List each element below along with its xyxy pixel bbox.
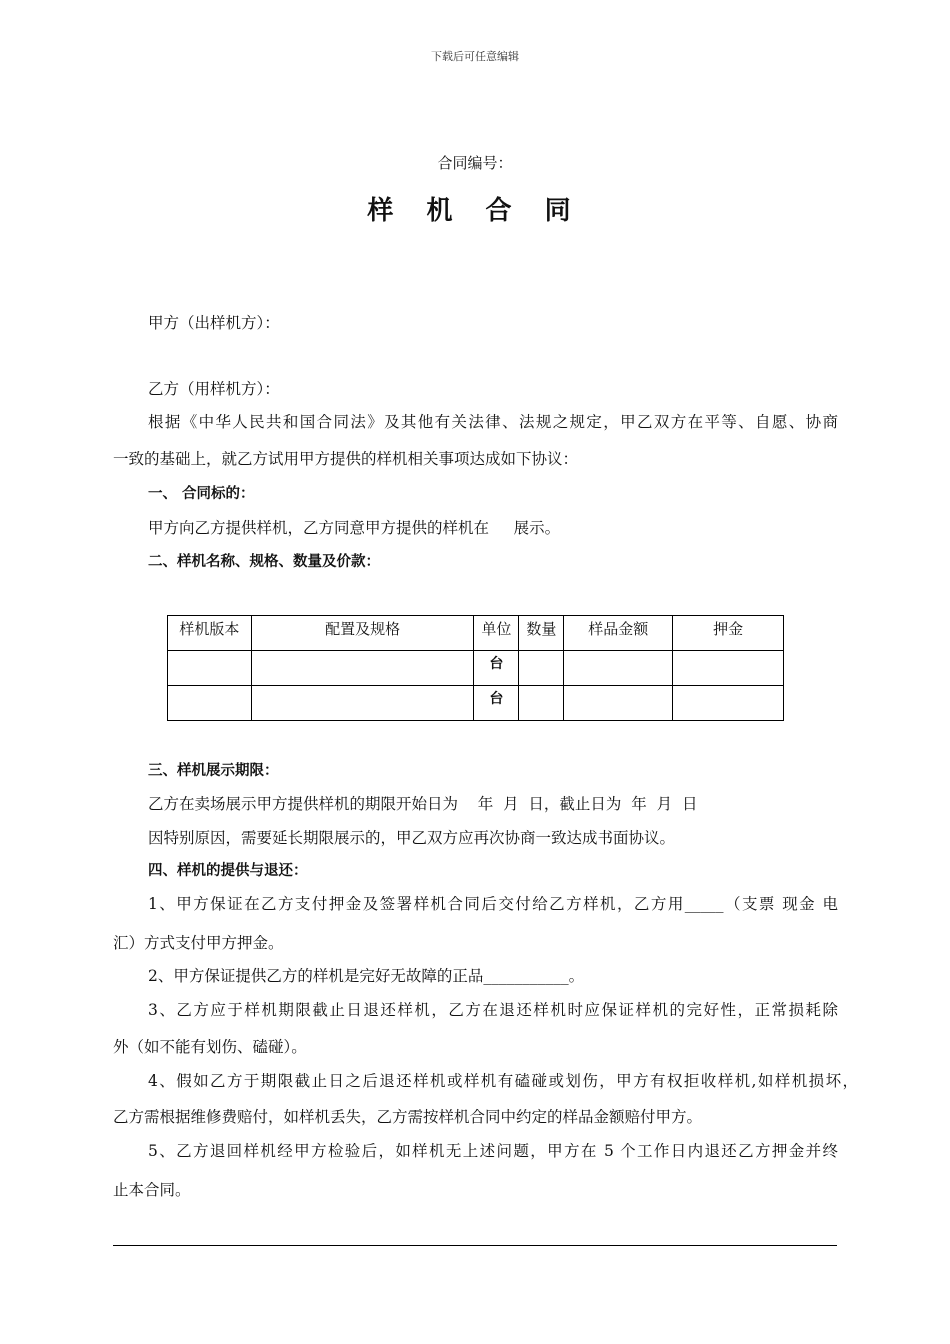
table-cell [519, 651, 564, 686]
sample-spec-table [167, 615, 784, 721]
table-header-cell: 押金 [673, 616, 784, 651]
item-3-line-2: 外（如不能有划伤、磕碰）。 [113, 1038, 307, 1056]
item-3-line-1: 3、乙方应于样机期限截止日退还样机，乙方在退还样机时应保证样机的完好性，正常损耗除 [148, 1001, 838, 1019]
table-cell [251, 651, 474, 686]
table-cell [168, 686, 252, 721]
section-1-text: 甲方向乙方提供样机，乙方同意甲方提供的样机在 展示。 [148, 519, 561, 537]
table-cell [673, 686, 784, 721]
footer-divider [113, 1245, 837, 1246]
table-header-cell: 配置及规格 [251, 616, 474, 651]
party-a-line: 甲方（出样机方）： [148, 314, 280, 332]
section-2-heading: 二、样机名称、规格、数量及价款： [148, 554, 380, 570]
party-b-line: 乙方（用样机方）： [148, 380, 280, 398]
intro-line-2: 一致的基础上，就乙方试用甲方提供的样机相关事项达成如下协议： [113, 450, 579, 468]
item-4-line-2: 乙方需根据维修费赔付，如样机丢失，乙方需按样机合同中约定的样品金额赔付甲方。 [113, 1108, 703, 1126]
section-1-heading: 一、 合同标的： [148, 486, 255, 502]
item-5-line-1: 5、乙方退回样机经甲方检验后，如样机无上述问题，甲方在 5 个工作日内退还乙方押金并终 [148, 1142, 838, 1160]
section-3-line-1: 乙方在卖场展示甲方提供样机的期限开始日为 年 月 日，截止日为 年 月 日 [148, 795, 698, 813]
table-cell [673, 651, 784, 686]
item-4-line-1: 4、假如乙方于期限截止日之后退还样机或样机有磕碰或划伤，甲方有权拒收样机,如样机损坏， [148, 1072, 858, 1090]
section-4-heading: 四、样机的提供与退还： [148, 863, 308, 879]
table-cell [168, 651, 252, 686]
item-2: 2、甲方保证提供乙方的样机是完好无故障的正品___________。 [148, 967, 585, 985]
table-header-row [168, 616, 784, 651]
document-title: 样 机 合 同 [367, 196, 583, 226]
section-3-heading: 三、样机展示期限： [148, 763, 279, 779]
table-cell [251, 686, 474, 721]
table-row [168, 686, 784, 721]
item-5-line-2: 止本合同。 [113, 1181, 191, 1199]
table-cell [564, 651, 673, 686]
table-row [168, 651, 784, 686]
item-1-line-1: 1、甲方保证在乙方支付押金及签署样机合同后交付给乙方样机，乙方用_____（支票 现金 电 [148, 895, 838, 913]
table-header-cell: 样机版本 [168, 616, 252, 651]
table-header-cell: 样品金额 [564, 616, 673, 651]
header-note: 下载后可任意编辑 [431, 50, 519, 63]
contract-number-label: 合同编号： [437, 154, 513, 172]
table-cell-unit: 台 [474, 651, 519, 686]
table-cell [519, 686, 564, 721]
table-cell [564, 686, 673, 721]
table-cell-unit: 台 [474, 686, 519, 721]
table-header-cell: 数量 [519, 616, 564, 651]
section-3-line-2: 因特别原因，需要延长期限展示的，甲乙双方应再次协商一致达成书面协议。 [148, 829, 676, 847]
item-1-line-2: 汇）方式支付甲方押金。 [113, 934, 284, 952]
intro-line-1: 根据《中华人民共和国合同法》及其他有关法律、法规之规定，甲乙双方在平等、自愿、协商 [148, 413, 838, 431]
table-header-cell: 单位 [474, 616, 519, 651]
